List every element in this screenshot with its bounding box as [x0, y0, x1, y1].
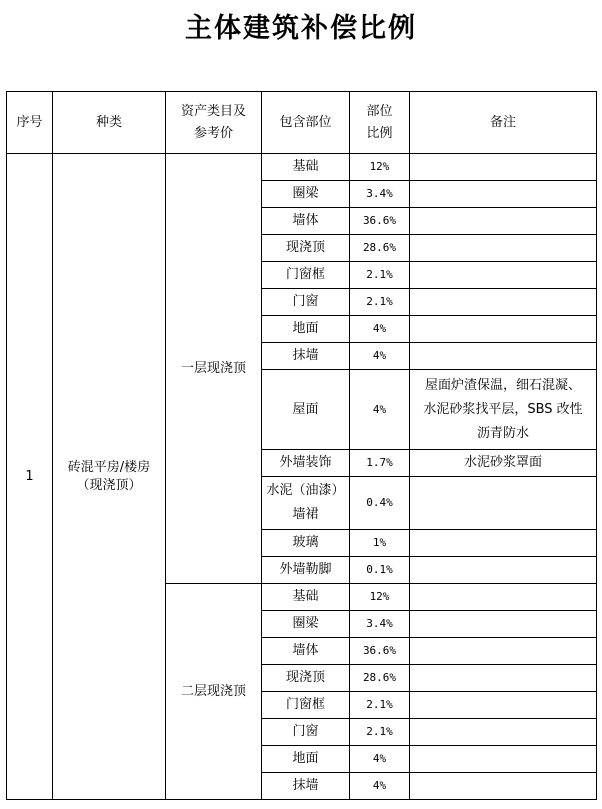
remark-cell [410, 235, 597, 262]
remark-cell [410, 665, 597, 692]
header-ratio-line1: 部位 [366, 103, 393, 119]
part-cell: 门窗 [262, 719, 350, 746]
part-cell [262, 477, 350, 530]
header-category-line1: 资产类目及 [180, 103, 246, 119]
remark-line: 屋面炉渣保温，细石混凝、 [424, 377, 581, 393]
part-cell: 地面 [262, 316, 350, 343]
header-category-line2: 参考价 [193, 125, 233, 141]
ratio-cell: 4% [350, 746, 410, 773]
ratio-cell: 2.1% [350, 262, 410, 289]
header-type: 种类 [53, 92, 166, 154]
ratio-cell: 36.6% [350, 208, 410, 235]
remark-cell [410, 316, 597, 343]
part-cell: 基础 [262, 154, 350, 181]
part-cell: 门窗框 [262, 692, 350, 719]
row-type-line2: （现浇顶） [76, 477, 142, 493]
header-ratio [350, 92, 410, 154]
part-cell: 现浇顶 [262, 235, 350, 262]
remark-cell [410, 692, 597, 719]
remark-cell [410, 557, 597, 584]
remark-cell [410, 719, 597, 746]
remark-cell [410, 154, 597, 181]
ratio-cell: 1.7% [350, 450, 410, 477]
part-line: 水泥（油漆） [266, 483, 345, 498]
group-name: 一层现浇顶 [166, 154, 262, 584]
remark-line: 水泥砂浆找平层，SBS 改性 [423, 401, 583, 417]
remark-cell [410, 262, 597, 289]
remark-cell [410, 584, 597, 611]
ratio-cell: 0.4% [350, 477, 410, 530]
part-cell: 圈梁 [262, 611, 350, 638]
ratio-cell: 12% [350, 584, 410, 611]
table-row [7, 154, 597, 181]
part-line: 墙裙 [292, 507, 319, 522]
remark-cell [410, 208, 597, 235]
part-cell: 抹墙 [262, 343, 350, 370]
part-cell: 外墙勒脚 [262, 557, 350, 584]
page-title: 主体建筑补偿比例 [185, 13, 417, 44]
part-cell: 屋面 [262, 370, 350, 450]
row-type-line1: 砖混平房/楼房 [67, 459, 151, 475]
remark-cell [410, 370, 597, 450]
remark-cell [410, 746, 597, 773]
row-type [53, 154, 166, 800]
part-cell: 门窗框 [262, 262, 350, 289]
remark-cell: 水泥砂浆罩面 [410, 450, 597, 477]
compensation-table [6, 91, 597, 800]
remark-cell [410, 181, 597, 208]
table-header-row [7, 92, 597, 154]
header-index: 序号 [7, 92, 53, 154]
ratio-cell: 1% [350, 530, 410, 557]
remark-cell [410, 477, 597, 530]
remark-cell [410, 343, 597, 370]
part-cell: 地面 [262, 746, 350, 773]
ratio-cell: 0.1% [350, 557, 410, 584]
header-ratio-line2: 比例 [366, 125, 393, 141]
part-cell: 抹墙 [262, 773, 350, 800]
remark-cell [410, 773, 597, 800]
group-name: 二层现浇顶 [166, 584, 262, 800]
row-index: 1 [7, 154, 53, 800]
ratio-cell: 2.1% [350, 289, 410, 316]
ratio-cell: 3.4% [350, 181, 410, 208]
ratio-cell: 12% [350, 154, 410, 181]
ratio-cell: 4% [350, 370, 410, 450]
ratio-cell: 2.1% [350, 719, 410, 746]
part-cell: 基础 [262, 584, 350, 611]
header-part: 包含部位 [262, 92, 350, 154]
remark-cell [410, 289, 597, 316]
part-cell: 墙体 [262, 638, 350, 665]
part-cell: 现浇顶 [262, 665, 350, 692]
part-cell: 门窗 [262, 289, 350, 316]
part-cell: 墙体 [262, 208, 350, 235]
remark-cell [410, 638, 597, 665]
header-category [166, 92, 262, 154]
part-cell: 玻璃 [262, 530, 350, 557]
ratio-cell: 28.6% [350, 235, 410, 262]
ratio-cell: 36.6% [350, 638, 410, 665]
ratio-cell: 2.1% [350, 692, 410, 719]
ratio-cell: 28.6% [350, 665, 410, 692]
header-remark: 备注 [410, 92, 597, 154]
remark-line: 沥青防水 [476, 425, 529, 441]
ratio-cell: 4% [350, 343, 410, 370]
ratio-cell: 4% [350, 773, 410, 800]
ratio-cell: 4% [350, 316, 410, 343]
remark-cell [410, 530, 597, 557]
ratio-cell: 3.4% [350, 611, 410, 638]
remark-cell [410, 611, 597, 638]
part-cell: 圈梁 [262, 181, 350, 208]
part-cell: 外墙装饰 [262, 450, 350, 477]
